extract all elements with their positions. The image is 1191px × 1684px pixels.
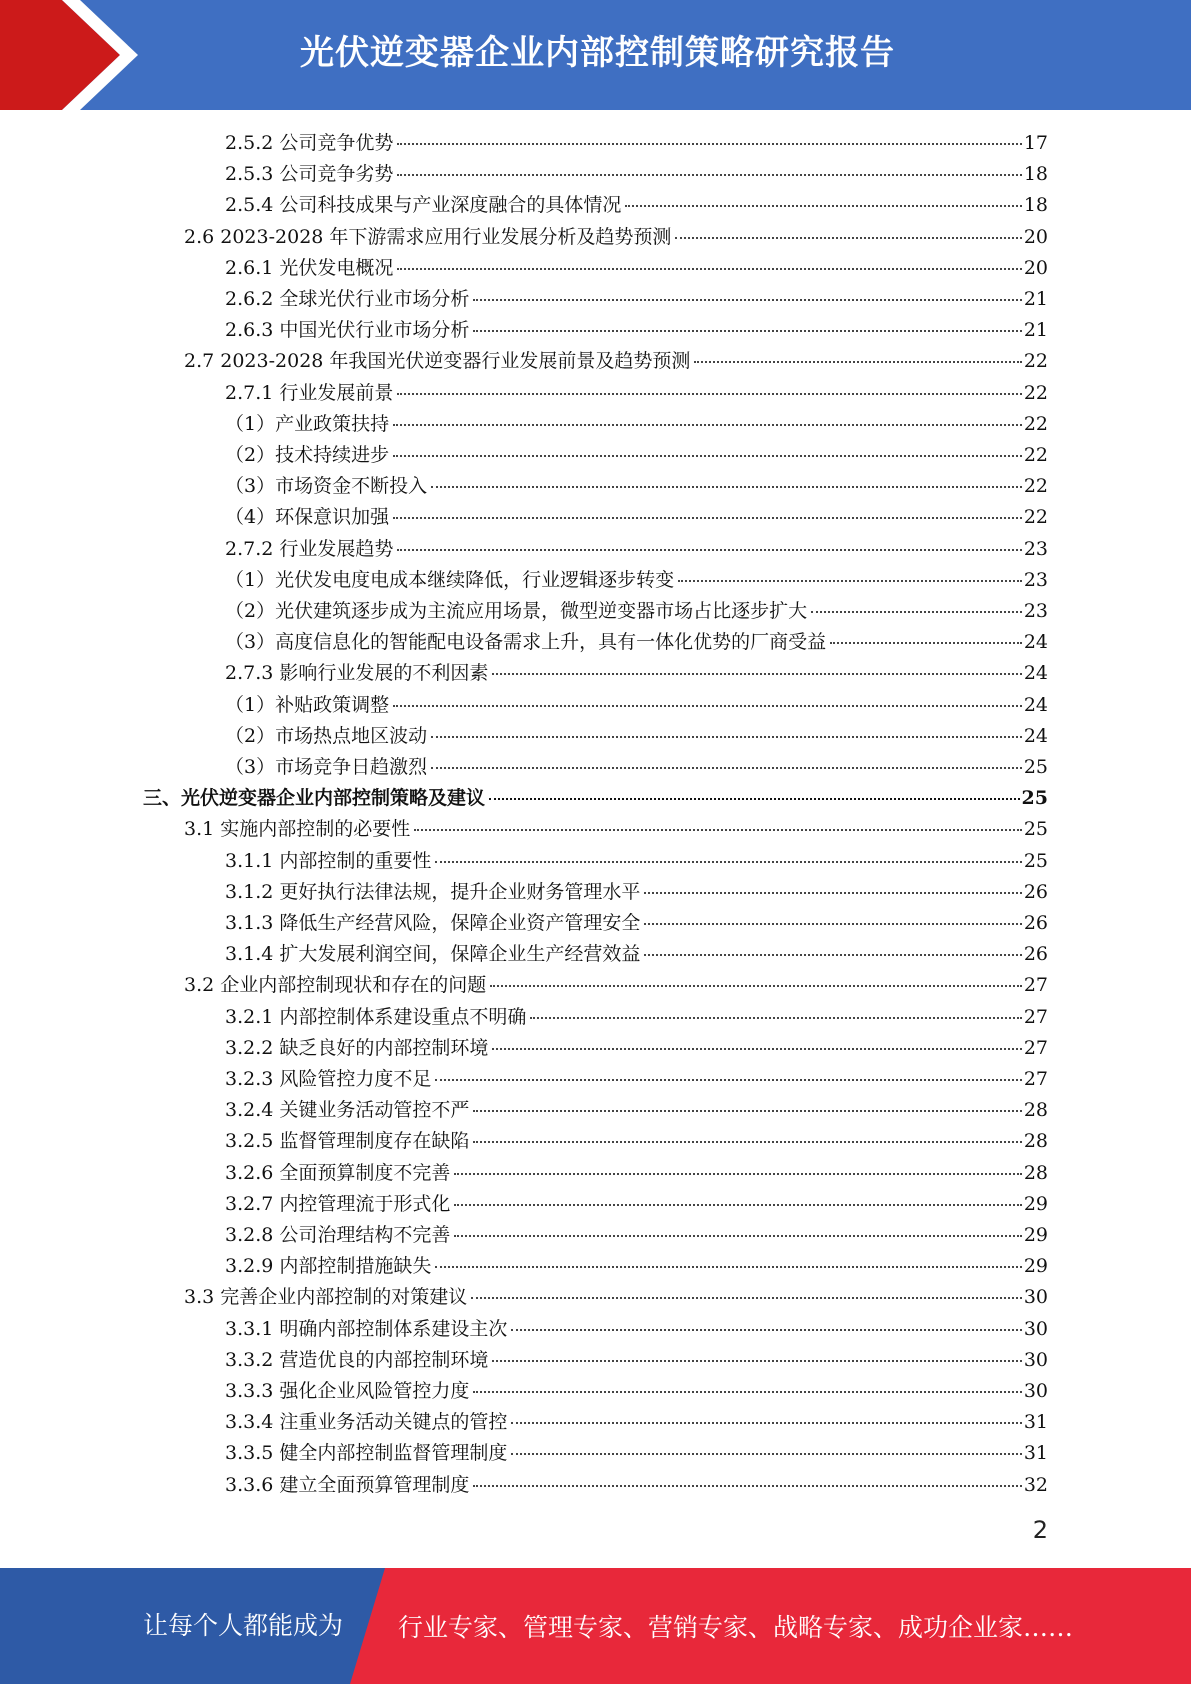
toc-entry-label: 2.7.1 行业发展前景: [225, 382, 394, 404]
toc-entry-label: 2.6.1 光伏发电概况: [225, 257, 394, 279]
toc-dot-leader: [473, 1485, 1021, 1487]
toc-entry-label: 3.2.5 监督管理制度存在缺陷: [225, 1130, 470, 1152]
toc-entry-label: 2.6 2023-2028 年下游需求应用行业发展分析及趋势预测: [184, 226, 672, 248]
toc-entry-label: 3.1 实施内部控制的必要性: [184, 818, 411, 840]
toc-entry-label: 2.6.2 全球光伏行业市场分析: [225, 288, 470, 310]
toc-dot-leader: [393, 705, 1022, 707]
toc-entry-label: （1）补贴政策调整: [225, 694, 390, 716]
toc-entry-page-number: 30: [1023, 1318, 1048, 1340]
toc-entry-label: 3.3.4 注重业务活动关键点的管控: [225, 1411, 508, 1433]
toc-entry-label: 3.3.6 建立全面预算管理制度: [225, 1474, 470, 1496]
toc-dot-leader: [644, 923, 1021, 925]
toc-entry[interactable]: [225, 1002, 1048, 1032]
toc-dot-leader: [473, 1391, 1021, 1393]
toc-entry-page-number: 27: [1023, 1006, 1048, 1028]
toc-dot-leader: [511, 1453, 1021, 1455]
toc-entry-page-number: 18: [1023, 194, 1048, 216]
toc-entry[interactable]: [143, 783, 1048, 813]
toc-entry[interactable]: [225, 1189, 1048, 1219]
toc-dot-leader: [454, 1204, 1021, 1206]
toc-dot-leader: [644, 954, 1021, 956]
toc-entry-label: 2.5.4 公司科技成果与产业深度融合的具体情况: [225, 194, 622, 216]
footer-slogan-right: 行业专家、管理专家、营销专家、战略专家、成功企业家……: [398, 1613, 1074, 1642]
toc-entry[interactable]: [184, 1282, 1048, 1312]
toc-entry[interactable]: [225, 877, 1048, 907]
toc-entry[interactable]: [225, 190, 1048, 220]
toc-dot-leader: [397, 174, 1021, 176]
toc-dot-leader: [435, 1079, 1021, 1081]
toc-entry[interactable]: [225, 534, 1048, 564]
toc-entry-page-number: 24: [1023, 725, 1048, 747]
toc-entry[interactable]: [184, 346, 1048, 376]
toc-entry-page-number: 26: [1023, 881, 1048, 903]
toc-entry-page-number: 30: [1023, 1286, 1048, 1308]
toc-dot-leader: [489, 798, 1020, 800]
toc-entry-page-number: 17: [1023, 132, 1048, 154]
toc-dot-leader: [492, 1048, 1021, 1050]
toc-dot-leader: [431, 486, 1022, 488]
toc-dot-leader: [811, 611, 1022, 613]
toc-dot-leader: [393, 517, 1022, 519]
toc-dot-leader: [473, 1110, 1021, 1112]
toc-dot-leader: [431, 767, 1022, 769]
toc-dot-leader: [435, 861, 1021, 863]
toc-dot-leader: [830, 642, 1022, 644]
header-chevron-decoration: [0, 0, 150, 110]
toc-entry[interactable]: [225, 908, 1048, 938]
toc-entry-page-number: 20: [1023, 257, 1048, 279]
toc-entry-page-number: 28: [1023, 1130, 1048, 1152]
toc-dot-leader: [393, 424, 1022, 426]
toc-entry[interactable]: [225, 752, 1048, 782]
toc-entry-label: 3.3.2 营造优良的内部控制环境: [225, 1349, 489, 1371]
toc-entry-label: 3.2.2 缺乏良好的内部控制环境: [225, 1037, 489, 1059]
toc-entry[interactable]: [225, 1064, 1048, 1094]
toc-dot-leader: [530, 1017, 1021, 1019]
toc-entry-label: 3.1.2 更好执行法律法规，提升企业财务管理水平: [225, 881, 641, 903]
toc-entry-label: （3）市场竞争日趋激烈: [225, 756, 428, 778]
toc-entry-page-number: 30: [1023, 1349, 1048, 1371]
toc-entry[interactable]: [225, 1438, 1048, 1468]
toc-entry[interactable]: [225, 658, 1048, 688]
toc-entry-label: （2）技术持续进步: [225, 444, 390, 466]
toc-entry-label: （1）产业政策扶持: [225, 413, 390, 435]
toc-entry-page-number: 24: [1023, 694, 1048, 716]
toc-dot-leader: [454, 1235, 1021, 1237]
toc-entry[interactable]: [225, 1376, 1048, 1406]
toc-entry[interactable]: [184, 222, 1048, 252]
toc-dot-leader: [431, 736, 1022, 738]
toc-entry-page-number: 21: [1023, 319, 1048, 341]
toc-entry-label: 3.2.6 全面预算制度不完善: [225, 1162, 451, 1184]
report-title: 光伏逆变器企业内部控制策略研究报告: [300, 33, 895, 73]
toc-entry-label: 三、光伏逆变器企业内部控制策略及建议: [143, 787, 486, 809]
toc-dot-leader: [473, 299, 1021, 301]
toc-entry[interactable]: [225, 1345, 1048, 1375]
toc-dot-leader: [675, 237, 1021, 239]
toc-dot-leader: [678, 580, 1022, 582]
toc-entry-page-number: 29: [1023, 1224, 1048, 1246]
toc-dot-leader: [644, 892, 1021, 894]
toc-entry-label: （3）市场资金不断投入: [225, 475, 428, 497]
toc-dot-leader: [393, 455, 1022, 457]
toc-entry[interactable]: [225, 627, 1048, 657]
toc-entry-label: 3.2.8 公司治理结构不完善: [225, 1224, 451, 1246]
toc-entry-label: （2）光伏建筑逐步成为主流应用场景，微型逆变器市场占比逐步扩大: [225, 600, 808, 622]
toc-entry-page-number: 23: [1023, 569, 1048, 591]
toc-entry-page-number: 27: [1023, 974, 1048, 996]
toc-entry-page-number: 22: [1023, 475, 1048, 497]
footer-slogan-left: 让每个人都能成为: [143, 1611, 344, 1640]
toc-entry-page-number: 22: [1023, 444, 1048, 466]
toc-entry[interactable]: [225, 596, 1048, 626]
toc-entry-label: 2.5.3 公司竞争劣势: [225, 163, 394, 185]
toc-entry[interactable]: [225, 284, 1048, 314]
toc-entry-page-number: 28: [1023, 1162, 1048, 1184]
toc-dot-leader: [492, 673, 1021, 675]
toc-entry[interactable]: [225, 315, 1048, 345]
toc-entry-label: 2.7 2023-2028 年我国光伏逆变器行业发展前景及趋势预测: [184, 350, 691, 372]
toc-entry[interactable]: [225, 1314, 1048, 1344]
toc-entry-label: 3.3 完善企业内部控制的对策建议: [184, 1286, 468, 1308]
toc-entry[interactable]: [184, 814, 1048, 844]
toc-entry-page-number: 27: [1023, 1068, 1048, 1090]
toc-entry[interactable]: [225, 128, 1048, 158]
toc-entry-page-number: 22: [1023, 350, 1048, 372]
toc-entry[interactable]: [225, 409, 1048, 439]
toc-entry-page-number: 22: [1023, 506, 1048, 528]
toc-entry[interactable]: [225, 846, 1048, 876]
toc-entry-page-number: 31: [1023, 1442, 1048, 1464]
toc-entry-label: 3.2.7 内控管理流于形式化: [225, 1193, 451, 1215]
toc-entry-page-number: 32: [1023, 1474, 1048, 1496]
toc-entry[interactable]: [225, 721, 1048, 751]
toc-entry-page-number: 21: [1023, 288, 1048, 310]
toc-entry-label: 3.2.3 风险管控力度不足: [225, 1068, 432, 1090]
toc-entry[interactable]: [225, 1095, 1048, 1125]
toc-entry-page-number: 20: [1023, 226, 1048, 248]
toc-entry-page-number: 25: [1023, 818, 1048, 840]
toc-entry-label: （1）光伏发电度电成本继续降低，行业逻辑逐步转变: [225, 569, 675, 591]
toc-dot-leader: [471, 1297, 1022, 1299]
toc-entry[interactable]: [225, 1407, 1048, 1437]
toc-entry[interactable]: [225, 939, 1048, 969]
toc-dot-leader: [397, 268, 1021, 270]
toc-dot-leader: [511, 1422, 1021, 1424]
toc-entry-page-number: 27: [1023, 1037, 1048, 1059]
toc-entry-page-number: 25: [1023, 756, 1048, 778]
toc-dot-leader: [435, 1266, 1021, 1268]
toc-entry-page-number: 26: [1023, 943, 1048, 965]
toc-entry-label: 3.2.4 关键业务活动管控不严: [225, 1099, 470, 1121]
toc-entry-label: 2.6.3 中国光伏行业市场分析: [225, 319, 470, 341]
toc-entry-label: 2.7.2 行业发展趋势: [225, 538, 394, 560]
toc-entry[interactable]: [225, 1470, 1048, 1500]
toc-dot-leader: [511, 1329, 1021, 1331]
page-number: 2: [1032, 1516, 1048, 1544]
toc-dot-leader: [490, 985, 1022, 987]
toc-entry-page-number: 26: [1023, 912, 1048, 934]
toc-entry[interactable]: [225, 1126, 1048, 1156]
toc-dot-leader: [625, 205, 1021, 207]
toc-entry[interactable]: [225, 690, 1048, 720]
toc-entry[interactable]: [225, 1251, 1048, 1281]
toc-entry-page-number: 30: [1023, 1380, 1048, 1402]
toc-dot-leader: [492, 1360, 1021, 1362]
toc-entry[interactable]: [225, 253, 1048, 283]
toc-entry-label: 3.3.5 健全内部控制监督管理制度: [225, 1442, 508, 1464]
toc-entry[interactable]: [225, 565, 1048, 595]
toc-entry-label: 2.7.3 影响行业发展的不利因素: [225, 662, 489, 684]
toc-entry-page-number: 23: [1023, 538, 1048, 560]
toc-entry[interactable]: [184, 970, 1048, 1000]
toc-entry[interactable]: [225, 471, 1048, 501]
toc-entry-label: 2.5.2 公司竞争优势: [225, 132, 394, 154]
toc-entry-page-number: 23: [1023, 600, 1048, 622]
toc-entry-label: 3.3.3 强化企业风险管控力度: [225, 1380, 470, 1402]
toc-entry-label: 3.1.1 内部控制的重要性: [225, 850, 432, 872]
toc-entry[interactable]: [225, 502, 1048, 532]
toc-entry-page-number: 28: [1023, 1099, 1048, 1121]
toc-entry-page-number: 31: [1023, 1411, 1048, 1433]
toc-dot-leader: [454, 1173, 1021, 1175]
toc-entry-page-number: 24: [1023, 662, 1048, 684]
toc-entry-label: 3.2 企业内部控制现状和存在的问题: [184, 974, 487, 996]
toc-entry-label: 3.1.4 扩大发展利润空间，保障企业生产经营效益: [225, 943, 641, 965]
toc-entry-label: 3.3.1 明确内部控制体系建设主次: [225, 1318, 508, 1340]
toc-entry-page-number: 25: [1021, 787, 1048, 809]
toc-entry-label: 3.1.3 降低生产经营风险，保障企业资产管理安全: [225, 912, 641, 934]
page-footer: [0, 1568, 1191, 1684]
toc-entry[interactable]: [225, 440, 1048, 470]
toc-entry[interactable]: [225, 159, 1048, 189]
toc-dot-leader: [694, 361, 1021, 363]
toc-entry-page-number: 18: [1023, 163, 1048, 185]
toc-dot-leader: [397, 549, 1021, 551]
toc-entry[interactable]: [225, 1033, 1048, 1063]
toc-entry-label: 3.2.9 内部控制措施缺失: [225, 1255, 432, 1277]
toc-dot-leader: [414, 829, 1022, 831]
toc-entry-page-number: 24: [1023, 631, 1048, 653]
toc-entry[interactable]: [225, 378, 1048, 408]
toc-dot-leader: [397, 393, 1021, 395]
toc-entry-label: （2）市场热点地区波动: [225, 725, 428, 747]
toc-dot-leader: [473, 1141, 1021, 1143]
toc-dot-leader: [397, 143, 1021, 145]
toc-entry[interactable]: [225, 1158, 1048, 1188]
toc-entry-label: 3.2.1 内部控制体系建设重点不明确: [225, 1006, 527, 1028]
toc-entry[interactable]: [225, 1220, 1048, 1250]
toc-entry-page-number: 22: [1023, 382, 1048, 404]
toc-entry-page-number: 29: [1023, 1193, 1048, 1215]
toc-entry-page-number: 22: [1023, 413, 1048, 435]
toc-entry-label: （3）高度信息化的智能配电设备需求上升，具有一体化优势的厂商受益: [225, 631, 827, 653]
toc-entry-page-number: 25: [1023, 850, 1048, 872]
toc-dot-leader: [473, 330, 1021, 332]
toc-entry-page-number: 29: [1023, 1255, 1048, 1277]
toc-entry-label: （4）环保意识加强: [225, 506, 390, 528]
page-header: [0, 0, 1191, 110]
